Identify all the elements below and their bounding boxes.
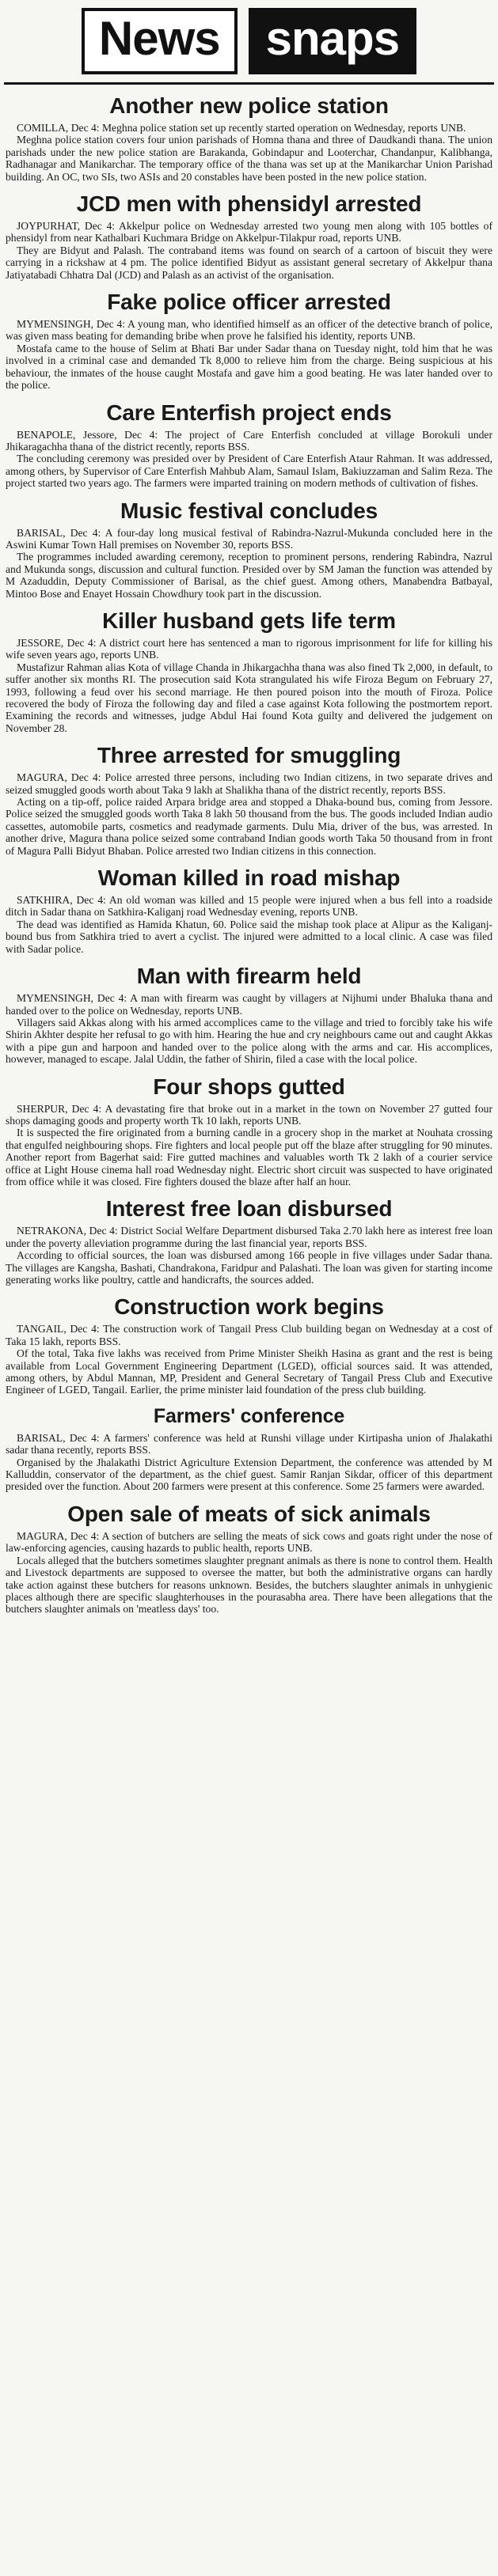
story-paragraph: Of the total, Taka five lakhs was received from Prime Minister Sheikh Hasina as grant and the rest is being available from Local Government Engineering Department (LGED), official sources said. It was attended, among others, by Abdul Mannan, MP, President and General Secretary of Tangail Press Club and Executive Engineer of LGED, Tangail. Earlier, the prime minister laid foundation of the press club building. xyxy=(6,1347,492,1396)
story-body xyxy=(6,429,492,490)
story-lead-paragraph: JOYPURHAT, Dec 4: Akkelpur police on Wednesday arrested two young men along with 105 bottles of phensidyl from near Kathalbari Kuchmara Bridge on Akkelpur-Tilakpur road, reports UNB. xyxy=(6,220,492,244)
story-headline: Three arrested for smuggling xyxy=(97,743,401,768)
story-headline: Another new police station xyxy=(109,93,389,118)
story-body xyxy=(6,122,492,183)
story-lead-paragraph: MAGURA, Dec 4: Police arrested three persons, including two Indian citizens, in two separate drives and seized smuggled goods worth about Taka 9 lakh at Shalikha thana of the district recently, reports BSS. xyxy=(6,771,492,796)
story-headline: JCD men with phensidyl arrested xyxy=(76,191,422,217)
story-paragraph: Organised by the Jhalakathi District Agriculture Extension Department, the conference was attended by M Kalluddin, conservator of the department, as the chief guest. Samir Ranjan Sikdar, officer of this department presided over the function. About 200 farmers were present at this conference. Some 25 farmers were awarded. xyxy=(6,1456,492,1493)
story-body xyxy=(6,220,492,281)
story-lead-paragraph: COMILLA, Dec 4: Meghna police station set up recently started operation on Wednesday, reports UNB. xyxy=(17,122,466,134)
story-paragraph: They are Bidyut and Palash. The contraband items was found on search of a cartoon of biscuit they were carrying in a rickshaw at 4 pm. The police identified Bidyut as assistant general secretary of Akkelpur thana Jatiyatabadi Chhatra Dal (JCD) and Palash as an activist of the organisation. xyxy=(6,244,492,281)
story-lead-paragraph: MYMENSINGH, Dec 4: A man with firearm was caught by villagers at Nijhumi under Bhaluka thana and handed over to the police on Wednesday, reports UNB. xyxy=(6,992,492,1017)
story-lead-paragraph: NETRAKONA, Dec 4: District Social Welfare Department disbursed Taka 2.70 lakh here as interest free loan under the poverty alleviation programme during the last financial year, reports BSS. xyxy=(6,1225,492,1249)
story-headline: Man with firearm held xyxy=(136,964,362,989)
story-headline: Woman killed in road mishap xyxy=(97,866,401,891)
story-headline: Four shops gutted xyxy=(153,1074,345,1099)
story-lead-paragraph: BENAPOLE, Jessore, Dec 4: The project of Care Enterfish concluded at village Borokuli under Jhikaragachha thana of the district recently, reports BSS. xyxy=(6,428,492,453)
story-body xyxy=(6,1225,492,1286)
story-lead-paragraph: SHERPUR, Dec 4: A devastating fire that broke out in a market in the town on November 27 gutted four shops damaging goods and property worth Tk 10 lakh, reports UNB. xyxy=(6,1102,492,1127)
story-paragraph: Villagers said Akkas along with his armed accomplices came to the village and tried to forcibly take his wife Shirin Akhter despite her refusal to go with him. Hearing the hue and cry neighbours came out and caught Akkas with a pipe gun and harpoon and handed over to the police along with the arms and car. His accomplices, however, managed to escape. Jalal Uddin, the father of Shirin, filed a case with the local police. xyxy=(6,1016,492,1066)
story-paragraph: The concluding ceremony was presided over by President of Care Enterfish Ataur Rahman. It was addressed, among others, by Supervisor of Care Enterfish Mahbub Alam, Samaul Islam, Bakiuzzaman and Salim Reza. The project started two years ago. The farmers were imparted training on modern methods of cultivation of fishes. xyxy=(6,453,492,490)
story-lead-paragraph: SATKHIRA, Dec 4: An old woman was killed and 15 people were injured when a bus fell into a roadside ditch in Sadar thana on Satkhira-Kaliganj road Wednesday evening, reports UNB. xyxy=(6,894,492,919)
story-paragraph: The dead was identified as Hamida Khatun, 60. Police said the mishap took place at Alipur as the Kaliganj-bound bus from Satkhira tried to avert a cyclist. The injured were admitted to a local clinic. A case was filed with Sadar police. xyxy=(6,918,492,955)
news-story xyxy=(4,964,494,1065)
news-story xyxy=(4,94,494,183)
story-headline: Interest free loan disbursed xyxy=(105,1196,393,1222)
story-body xyxy=(6,771,492,857)
story-paragraph: Mustafizur Rahman alias Kota of village Chanda in Jhikargachha thana was also fined Tk 2,000, in default, to suffer another six months RI. The prosecution said Kota strangulated his wife Firoza Begum on February 27, 1993, following a feud over his second marriage. He then poured poison into the mouth of Firoza. Police recovered the body of Firoza the following day and filed a case against Kota following the postmortem report. Examining the records and witnesses, judge Abdul Hai found Kota guilty and delivered the judgement on November 28. xyxy=(6,661,492,734)
news-story xyxy=(4,499,494,600)
story-headline: Farmers' conference xyxy=(153,1404,345,1427)
story-headline: Music festival concludes xyxy=(120,498,378,523)
news-story xyxy=(4,401,494,490)
news-snaps-page xyxy=(4,3,494,2570)
story-body xyxy=(6,894,492,955)
story-paragraph: Locals alleged that the butchers sometimes slaughter pregnant animals as there is none to control them. Health and Livestock departments are supposed to oversee the matter, but both the administrative organs can hardly take action against these butchers for reasons unknown. Besides, the butchers slaughter animals in unhygienic places although there are specific slaughterhouses in the pourasabha area. There have been allegations that the butchers slaughter animals on 'meatless days' too. xyxy=(6,1554,492,1616)
story-lead-paragraph: MAGURA, Dec 4: A section of butchers are selling the meats of sick cows and goats right under the nose of law-enforcing agencies, causing hazards to public health, reports UNB. xyxy=(6,1529,492,1555)
story-headline: Fake police officer arrested xyxy=(107,290,391,315)
story-lead-paragraph: TANGAIL, Dec 4: The construction work of Tangail Press Club building began on Wednesday at a cost of Taka 15 lakh, reports BSS. xyxy=(6,1323,492,1347)
story-paragraph: According to official sources, the loan was disbursed among 166 people in five villages under Sadar thana. The villages are Kangsha, Bashati, Chandrakona, Faridpur and Palashati. The loan was given for starting income generating works like poultry, cattle and handicrafts, the sources added. xyxy=(6,1249,492,1286)
story-headline: Open sale of meats of sick animals xyxy=(67,1501,431,1526)
news-story xyxy=(4,609,494,734)
story-body xyxy=(6,1323,492,1396)
story-lead-paragraph: JESSORE, Dec 4: A district court here has sentenced a man to rigorous imprisonment for life for killing his wife seven years ago, reports UNB. xyxy=(6,636,492,661)
news-story xyxy=(4,866,494,955)
story-body xyxy=(6,318,492,391)
story-column xyxy=(4,94,494,1616)
story-body xyxy=(6,992,492,1065)
news-story xyxy=(4,1197,494,1286)
story-body xyxy=(6,1432,492,1493)
news-story xyxy=(4,1404,494,1493)
story-paragraph: Mostafa came to the house of Selim at Bhati Bar under Sadar thana on Tuesday night, told him that he was involved in a criminal case and demanded Tk 8,000 to relieve him from the charge. Being suspicious at his behaviour, the inmates of the house caught Mostafa and gave him a good beating. He was later handed over to the police. xyxy=(6,342,492,392)
story-lead-paragraph: BARISAL, Dec 4: A four-day long musical festival of Rabindra-Nazrul-Mukunda concluded here in the Aswini Kumar Town Hall premises on November 30, reports BSS. xyxy=(6,526,492,551)
story-paragraph: It is suspected the fire originated from a burning candle in a grocery shop in the market at Nouhata crossing that engulfed neighbouring shops. Fire fighters and local people put off the blaze after struggling for 90 minutes. Another report from Bagerhat said: Fire gutted machines and valuables worth Tk 2 lakh of a courier service office at Light House cinema hall road Wednesday night. Electric short circuit was suspected to have originated from office while it was closed. Fire fighters doused the blaze after half an hour. xyxy=(6,1127,492,1188)
story-headline: Care Enterfish project ends xyxy=(106,400,392,425)
masthead-news: News xyxy=(82,8,238,74)
story-body xyxy=(6,1103,492,1188)
story-body xyxy=(6,1530,492,1616)
masthead xyxy=(4,3,494,85)
masthead-snaps: snaps xyxy=(249,8,416,74)
news-story xyxy=(4,290,494,391)
news-story xyxy=(4,1502,494,1616)
news-story xyxy=(4,192,494,281)
news-story xyxy=(4,1075,494,1188)
story-lead-paragraph: MYMENSINGH, Dec 4: A young man, who identified himself as an officer of the detective branch of police, was given mass beating for demanding bribe when prove he falsified his identity, reports UNB. xyxy=(6,318,492,343)
news-story xyxy=(4,1295,494,1396)
story-body xyxy=(6,527,492,600)
story-paragraph: Acting on a tip-off, police raided Arpara bridge area and stopped a Dhaka-bound bus, coming from Jessore. Police seized the smuggled goods worth Taka 8 lakh 50 thousand from the bus. The goods included Indian audio cassettes, automobile parts, cosmetics and readymade garments. Dulu Mia, driver of the bus, was arrested. In another drive, Magura thana police seized some contraband Indian goods worth Taka 50 thousand from in front of Magura Palli Bidyut Bhaban. Police arrested two Indian citizens in this connection. xyxy=(6,796,492,857)
story-headline: Killer husband gets life term xyxy=(102,608,396,633)
story-paragraph: The programmes included awarding ceremony, reception to prominent persons, rendering Rabindra, Nazrul and Mukunda songs, discussion and cultural function. Presided over by SM Jaman the function was attended by M Azaduddin, Deputy Commissioner of Barisal, as the chief guest. Among others, Manabendra Batbayal, Mintoo Bose and Enayet Hossain Chowdhury took part in the discussion. xyxy=(6,551,492,600)
news-story xyxy=(4,744,494,857)
story-headline: Construction work begins xyxy=(114,1294,384,1320)
story-body xyxy=(6,637,492,734)
story-lead-paragraph: BARISAL, Dec 4: A farmers' conference was held at Runshi village under Kirtipasha union of Jhalakathi sadar thana recently, reports BSS. xyxy=(6,1431,492,1457)
story-paragraph: Meghna police station covers four union parishads of Homna thana and three of Daudkandi thana. The union parishads under the new police station are Barakanda, Gobindapur and Looterchar, Chandanpur, Kalibhanga, Radhanagar and Manikarchar. The temporary office of the thana was set up at the Manikarchar Union Parishad building. An OC, two SIs, two ASIs and 20 constables have been posted in the new police station. xyxy=(6,134,492,183)
